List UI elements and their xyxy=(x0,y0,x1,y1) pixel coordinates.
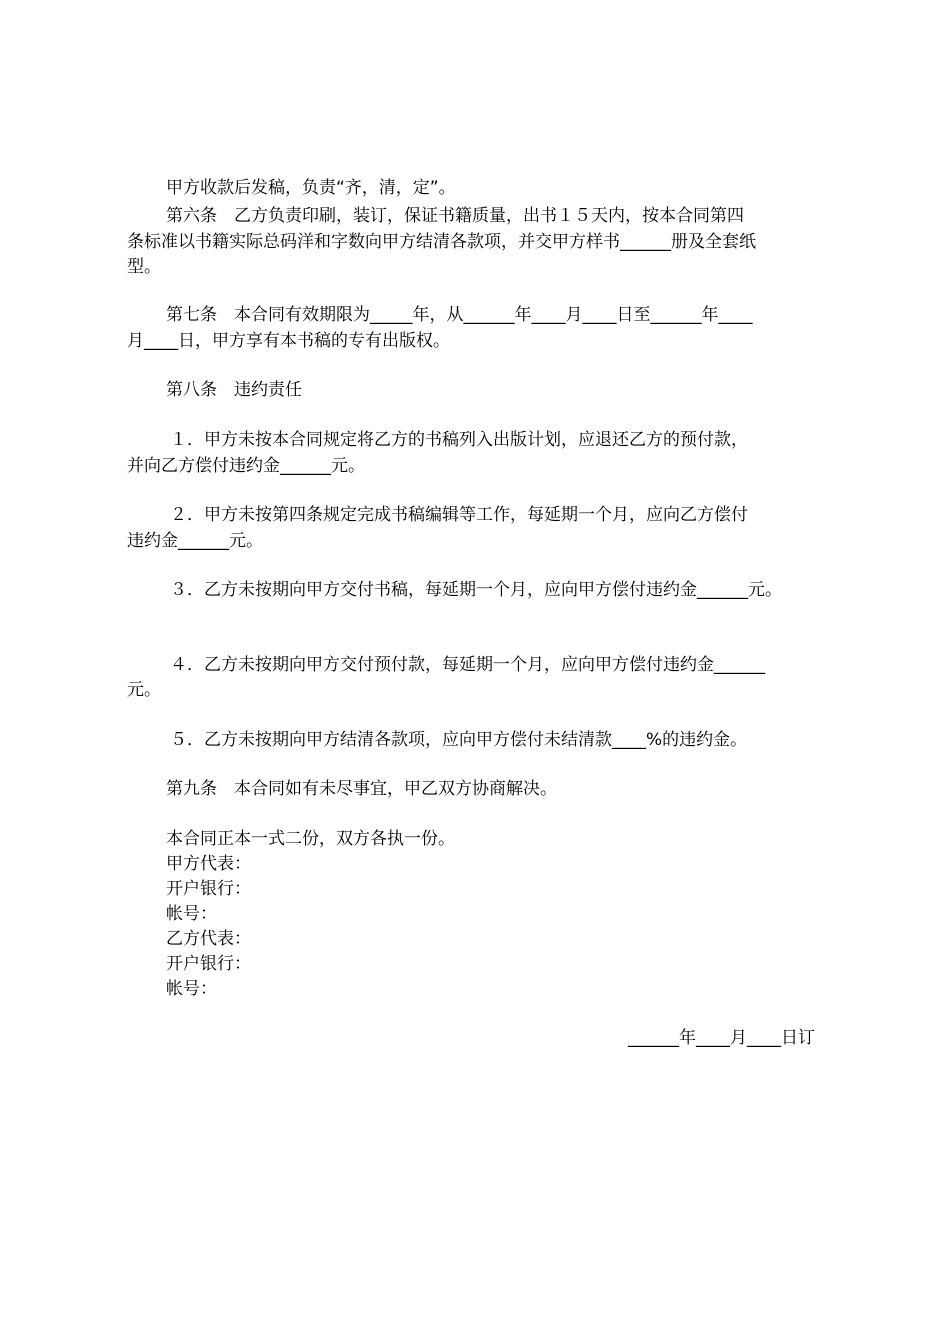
paragraph-line: 甲方收款后发稿，负责“齐，清，定”。 xyxy=(166,178,456,198)
paragraph-line: 违约金______元。 xyxy=(127,531,263,551)
clause-2-line: ２．甲方未按第四条规定完成书稿编辑等工作，每延期一个月，应向乙方偿付 xyxy=(170,505,748,525)
paragraph-line: 元。 xyxy=(127,680,161,700)
party-b-bank-label: 开户银行： xyxy=(166,954,251,974)
party-a-account-label: 帐号： xyxy=(166,904,217,924)
signing-date: ______年____月____日订 xyxy=(628,1028,815,1048)
clause-5-line: ５．乙方未按期向甲方结清各款项，应向甲方偿付未结清款____%的违约金。 xyxy=(170,730,748,750)
article-7-heading-line: 第七条 本合同有效期限为_____年，从______年____月____日至______年____ xyxy=(166,305,753,325)
paragraph-line: 条标准以书籍实际总码洋和字数向甲方结清各款项，并交甲方样书______册及全套纸 xyxy=(127,232,756,252)
party-b-account-label: 帐号： xyxy=(166,979,217,999)
article-6-heading-line: 第六条 乙方负责印刷，装订，保证书籍质量，出书１５天内，按本合同第四 xyxy=(166,206,744,226)
clause-3-line: ３．乙方未按期向甲方交付书稿，每延期一个月，应向甲方偿付违约金______元。 xyxy=(170,580,782,600)
article-9-line: 第九条 本合同如有未尽事宜，甲乙双方协商解决。 xyxy=(166,779,557,799)
party-a-bank-label: 开户银行： xyxy=(166,879,251,899)
party-b-representative-label: 乙方代表： xyxy=(166,929,251,949)
paragraph-line: 并向乙方偿付违约金______元。 xyxy=(127,456,365,476)
clause-1-line: １．甲方未按本合同规定将乙方的书稿列入出版计划，应退还乙方的预付款， xyxy=(170,430,748,450)
clause-4-line: ４．乙方未按期向甲方交付预付款，每延期一个月，应向甲方偿付违约金______ xyxy=(170,655,765,675)
copies-statement: 本合同正本一式二份，双方各执一份。 xyxy=(166,829,455,849)
paragraph-line: 月____日，甲方享有本书稿的专有出版权。 xyxy=(127,331,450,351)
party-a-representative-label: 甲方代表： xyxy=(166,854,251,874)
paragraph-line: 型。 xyxy=(127,257,161,277)
article-8-heading: 第八条 违约责任 xyxy=(166,380,302,400)
